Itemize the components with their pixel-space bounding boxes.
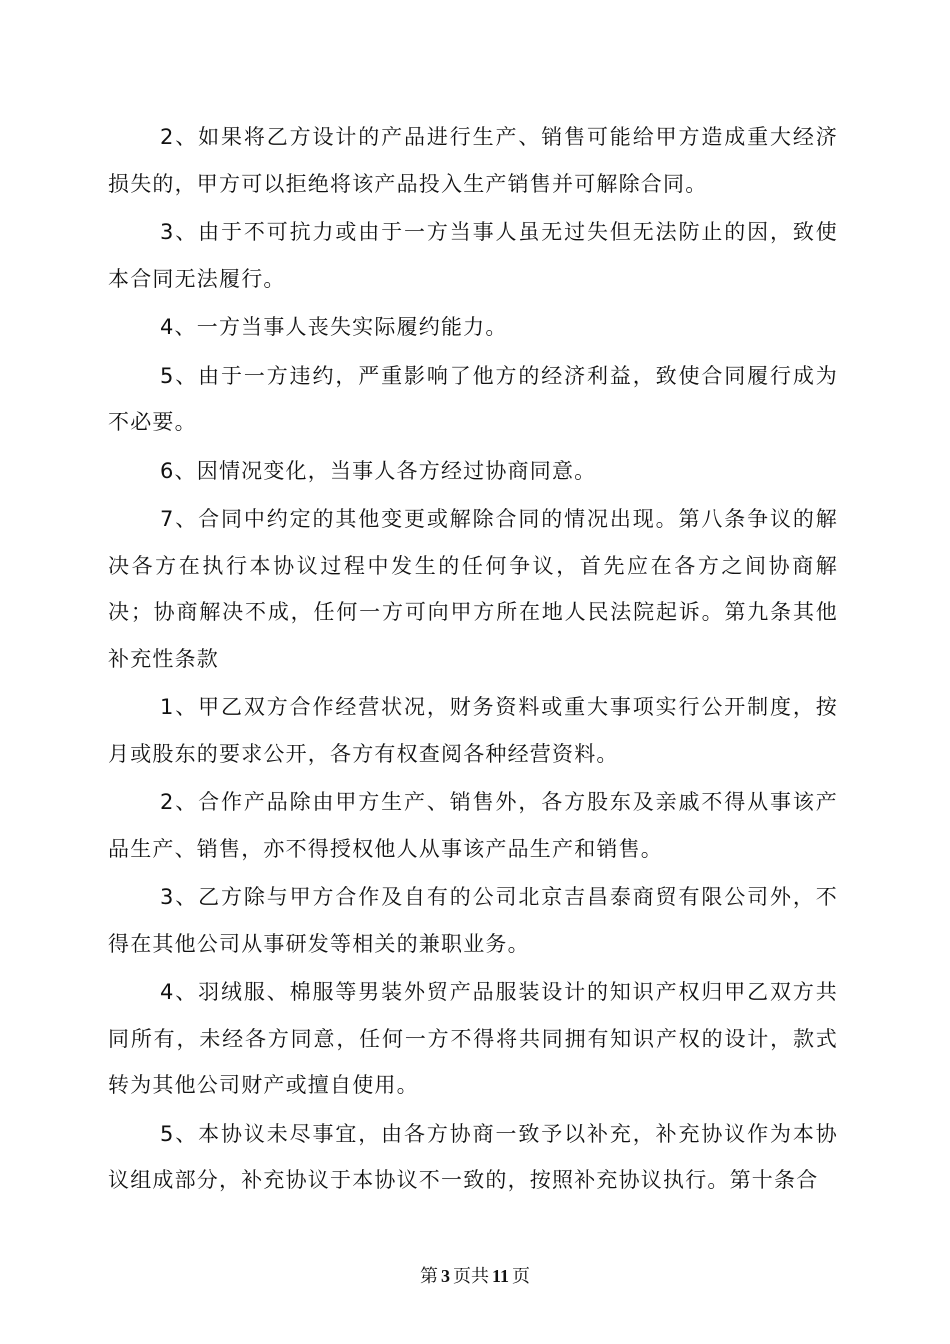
paragraph-clause-7: 7、合同中约定的其他变更或解除合同的情况出现。第八条争议的解决各方在执行本协议过程中发生的任何争议，首先应在各方之间协商解决；协商解决不成，任何一方可向甲方所在地人民法院起诉。第九条其他补充性条款 [108, 507, 838, 671]
footer-middle: 页共 [452, 1266, 489, 1287]
footer-suffix: 页 [512, 1266, 530, 1287]
paragraph-clause-2: 2、如果将乙方设计的产品进行生产、销售可能给甲方造成重大经济损失的，甲方可以拒绝将该产品投入生产销售并可解除合同。 [108, 125, 838, 196]
paragraph-clause-6: 6、因情况变化，当事人各方经过协商同意。 [160, 458, 597, 483]
paragraph-supplement-3: 3、乙方除与甲方合作及自有的公司北京吉昌泰商贸有限公司外，不得在其他公司从事研发等相关的兼职业务。 [108, 885, 838, 956]
footer-prefix: 第 [419, 1266, 438, 1287]
paragraph-clause-4: 4、一方当事人丧失实际履约能力。 [160, 315, 508, 339]
paragraph-supplement-4: 4、羽绒服、棉服等男装外贸产品服装设计的知识产权归甲乙双方共同所有，未经各方同意，任何一方不得将共同拥有知识产权的设计，款式转为其他公司财产或擅自使用。 [108, 980, 838, 1097]
paragraph-supplement-2: 2、合作产品除由甲方生产、销售外，各方股东及亲戚不得从事该产品生产、销售，亦不得授权他人从事该产品生产和销售。 [108, 790, 838, 861]
paragraph-clause-3: 3、由于不可抗力或由于一方当事人虽无过失但无法防止的因，致使本合同无法履行。 [108, 220, 838, 291]
page-footer [0, 1262, 950, 1288]
paragraph-supplement-5: 5、本协议未尽事宜，由各方协商一致予以补充，补充协议作为本协议组成部分，补充协议于本协议不一致的，按照补充协议执行。第十条合 [108, 1121, 838, 1192]
total-pages-number: 11 [491, 1266, 509, 1286]
current-page-number: 3 [440, 1266, 450, 1286]
document-body [108, 114, 838, 1206]
paragraph-clause-5: 5、由于一方违约，严重影响了他方的经济利益，致使合同履行成为不必要。 [108, 363, 838, 434]
paragraph-supplement-1: 1、甲乙双方合作经营状况，财务资料或重大事项实行公开制度，按月或股东的要求公开，各方有权查阅各种经营资料。 [108, 695, 838, 766]
